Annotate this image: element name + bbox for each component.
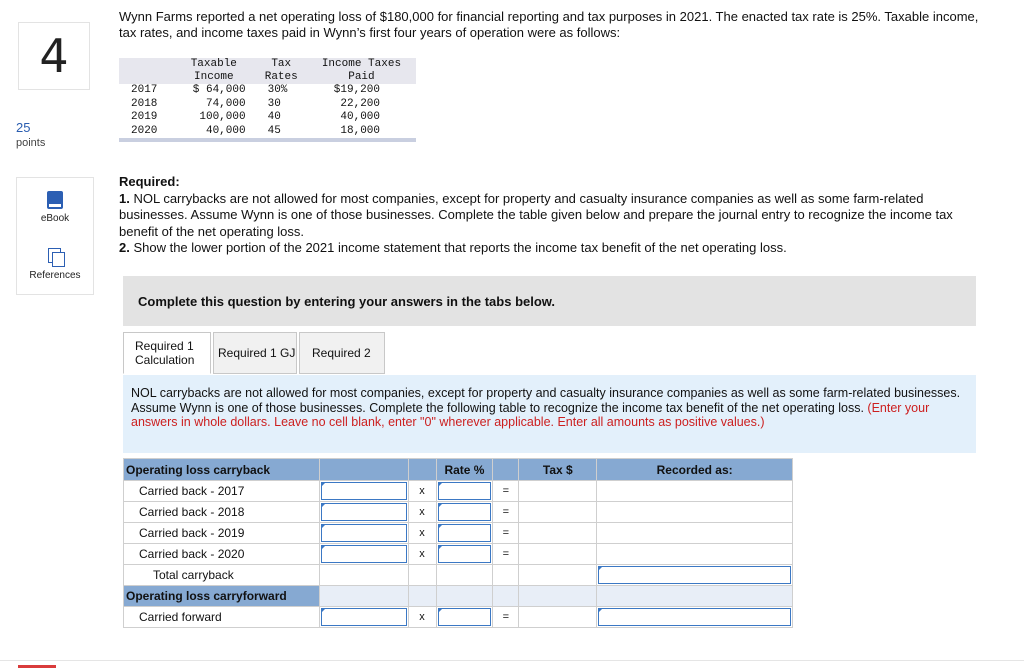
bottom-divider — [0, 660, 1024, 661]
table-row — [124, 502, 793, 523]
grid-header-recorded: Recorded as: — [597, 459, 793, 481]
empty-cell — [519, 565, 597, 586]
amount-input[interactable] — [321, 524, 407, 542]
rate-cell: 45 — [267, 124, 281, 137]
ebook-icon[interactable] — [47, 191, 63, 209]
amount-cell — [319, 607, 408, 628]
income-cell: 100,000 — [199, 111, 246, 123]
table-row — [124, 544, 793, 565]
tax-cell — [519, 544, 597, 565]
col-year-header-2 — [119, 71, 172, 84]
instruction-banner — [123, 276, 976, 326]
amount-cell — [319, 523, 408, 544]
col-paid-header: Income Taxes — [307, 58, 416, 71]
rate-input[interactable] — [438, 524, 492, 542]
amount-input[interactable] — [321, 545, 407, 563]
empty-cell — [436, 586, 493, 607]
rate-cell — [436, 502, 493, 523]
given-data-table — [119, 58, 416, 142]
year-cell: 2019 — [131, 111, 158, 123]
grid-header-label: Operating loss carryback — [124, 459, 320, 481]
row-label: Carried back - 2017 — [124, 481, 320, 502]
empty-cell — [319, 586, 408, 607]
empty-cell — [408, 586, 436, 607]
tax-cell — [519, 523, 597, 544]
equals-sign: = — [493, 607, 519, 628]
rate-input[interactable] — [438, 545, 492, 563]
rate-cell — [436, 481, 493, 502]
year-cell: 2017 — [131, 84, 158, 96]
year-cell: 2018 — [131, 97, 158, 110]
empty-cell — [519, 586, 597, 607]
points-label: points — [16, 137, 46, 149]
times-sign: x — [408, 502, 436, 523]
tax-cell — [519, 481, 597, 502]
tab-instructions: NOL carrybacks are not allowed for most companies, except for property and casualty insurance companies as well as some farm-related businesses. Assume Wynn is one of those businesses. Complete the following table to recognize the income tax benefit of the net operating loss. (Enter your answers in whole dollars. Leave no cell blank, enter "0" wherever applicable. Enter all amounts as positive values.) — [123, 375, 976, 453]
recorded-cell — [597, 523, 793, 544]
table-row — [119, 111, 416, 125]
grid-header-times — [408, 459, 436, 481]
grid-header-equals — [493, 459, 519, 481]
required-heading: Required: — [119, 174, 180, 189]
col-tax-header: Tax — [256, 58, 307, 71]
references-icon[interactable] — [48, 248, 61, 263]
paid-cell: 18,000 — [340, 124, 380, 137]
equals-sign: = — [493, 544, 519, 565]
equals-sign: = — [493, 523, 519, 544]
table-row — [119, 84, 416, 98]
income-cell: $ 64,000 — [192, 84, 246, 96]
times-sign: x — [408, 544, 436, 565]
paid-cell: $19,200 — [333, 84, 380, 96]
table-row — [124, 565, 793, 586]
col-taxable-header: Taxable — [172, 58, 256, 71]
tax-cell — [519, 502, 597, 523]
empty-cell — [493, 565, 519, 586]
amount-cell — [319, 544, 408, 565]
rate-cell — [436, 544, 493, 565]
rate-cell: 30 — [267, 97, 281, 110]
grid-header-tax: Tax $ — [519, 459, 597, 481]
equals-sign: = — [493, 502, 519, 523]
tab-required-1-calculation[interactable]: Required 1 Calculation — [123, 332, 211, 374]
carryforward-rate-input[interactable] — [438, 608, 492, 626]
col-paid-header-2: Paid — [307, 71, 416, 84]
banner-text: Complete this question by entering your answers in the tabs below. — [138, 293, 556, 309]
empty-cell — [436, 565, 493, 586]
row-label: Carried back - 2019 — [124, 523, 320, 544]
carryforward-heading: Operating loss carryforward — [124, 586, 320, 607]
tab-required-1-gj[interactable]: Required 1 GJ — [213, 332, 297, 374]
table-row — [124, 607, 793, 628]
empty-cell — [493, 586, 519, 607]
problem-intro: Wynn Farms reported a net operating loss of $180,000 for financial reporting and tax purposes in 2021. The enacted tax rate is 25%. Taxable income, tax rates, and income taxes paid in Wynn’s first four years of operation were as follows: — [119, 9, 979, 40]
row-label: Carried forward — [124, 607, 320, 628]
row-label: Carried back - 2018 — [124, 502, 320, 523]
tax-cell — [519, 607, 597, 628]
carryforward-recorded-input[interactable] — [598, 608, 791, 626]
carryforward-amount-input[interactable] — [321, 608, 407, 626]
empty-cell — [319, 565, 408, 586]
recorded-total-cell — [597, 565, 793, 586]
total-carryback-label: Total carryback — [124, 565, 320, 586]
col-tax-header-2: Rates — [256, 71, 307, 84]
income-cell: 40,000 — [205, 124, 246, 137]
paid-cell: 22,200 — [340, 97, 380, 110]
times-sign: x — [408, 607, 436, 628]
rate-cell: 30% — [267, 84, 288, 96]
income-cell: 74,000 — [205, 97, 246, 110]
col-year-header — [119, 58, 172, 71]
required-item-2: 2. Show the lower portion of the 2021 income statement that reports the income tax benefit of the net operating loss. — [119, 240, 787, 255]
table-row — [119, 125, 416, 139]
paid-cell: 40,000 — [340, 111, 380, 123]
tab-required-2[interactable]: Required 2 — [299, 332, 385, 374]
table-footer-rule — [119, 138, 416, 142]
table-row — [124, 523, 793, 544]
rate-cell — [436, 607, 493, 628]
rate-cell — [436, 523, 493, 544]
rate-input[interactable] — [438, 503, 492, 521]
rate-cell: 40 — [267, 111, 281, 123]
empty-cell — [408, 565, 436, 586]
required-section — [119, 174, 989, 257]
instructions-note: (Enter your answers in whole dollars. Leave no cell blank, enter "0" wherever applicable. Enter all amounts as positive values.) — [131, 400, 930, 429]
col-taxable-header-2: Income — [172, 71, 256, 84]
tab-bar — [123, 332, 387, 374]
equals-sign: = — [493, 481, 519, 502]
question-number: 4 — [18, 22, 90, 90]
amount-input[interactable] — [321, 503, 407, 521]
times-sign: x — [408, 523, 436, 544]
amount-input[interactable] — [321, 482, 407, 500]
ebook-link[interactable]: eBook — [40, 213, 70, 224]
points-value: 25 — [16, 120, 31, 135]
grid-header-amount — [319, 459, 408, 481]
recorded-cell — [597, 544, 793, 565]
table-row — [124, 481, 793, 502]
amount-cell — [319, 481, 408, 502]
empty-cell — [597, 586, 793, 607]
grid-header-rate: Rate % — [436, 459, 493, 481]
row-label: Carried back - 2020 — [124, 544, 320, 565]
amount-cell — [319, 502, 408, 523]
year-cell: 2020 — [131, 124, 158, 137]
references-link[interactable]: References — [29, 270, 81, 281]
resources-panel — [16, 177, 94, 295]
recorded-total-input[interactable] — [598, 566, 791, 584]
answer-grid — [123, 458, 793, 628]
times-sign: x — [408, 481, 436, 502]
table-row — [119, 98, 416, 112]
recorded-cell — [597, 607, 793, 628]
carryforward-section-row — [124, 586, 793, 607]
rate-input[interactable] — [438, 482, 492, 500]
required-item-1: 1. NOL carrybacks are not allowed for most companies, except for property and casualty insurance companies as well as some farm-related businesses. Assume Wynn is one of those businesses. Complete the table given below and prepare the journal entry to recognize the income tax benefit of the net operating loss. — [119, 190, 953, 239]
recorded-cell — [597, 502, 793, 523]
recorded-cell — [597, 481, 793, 502]
